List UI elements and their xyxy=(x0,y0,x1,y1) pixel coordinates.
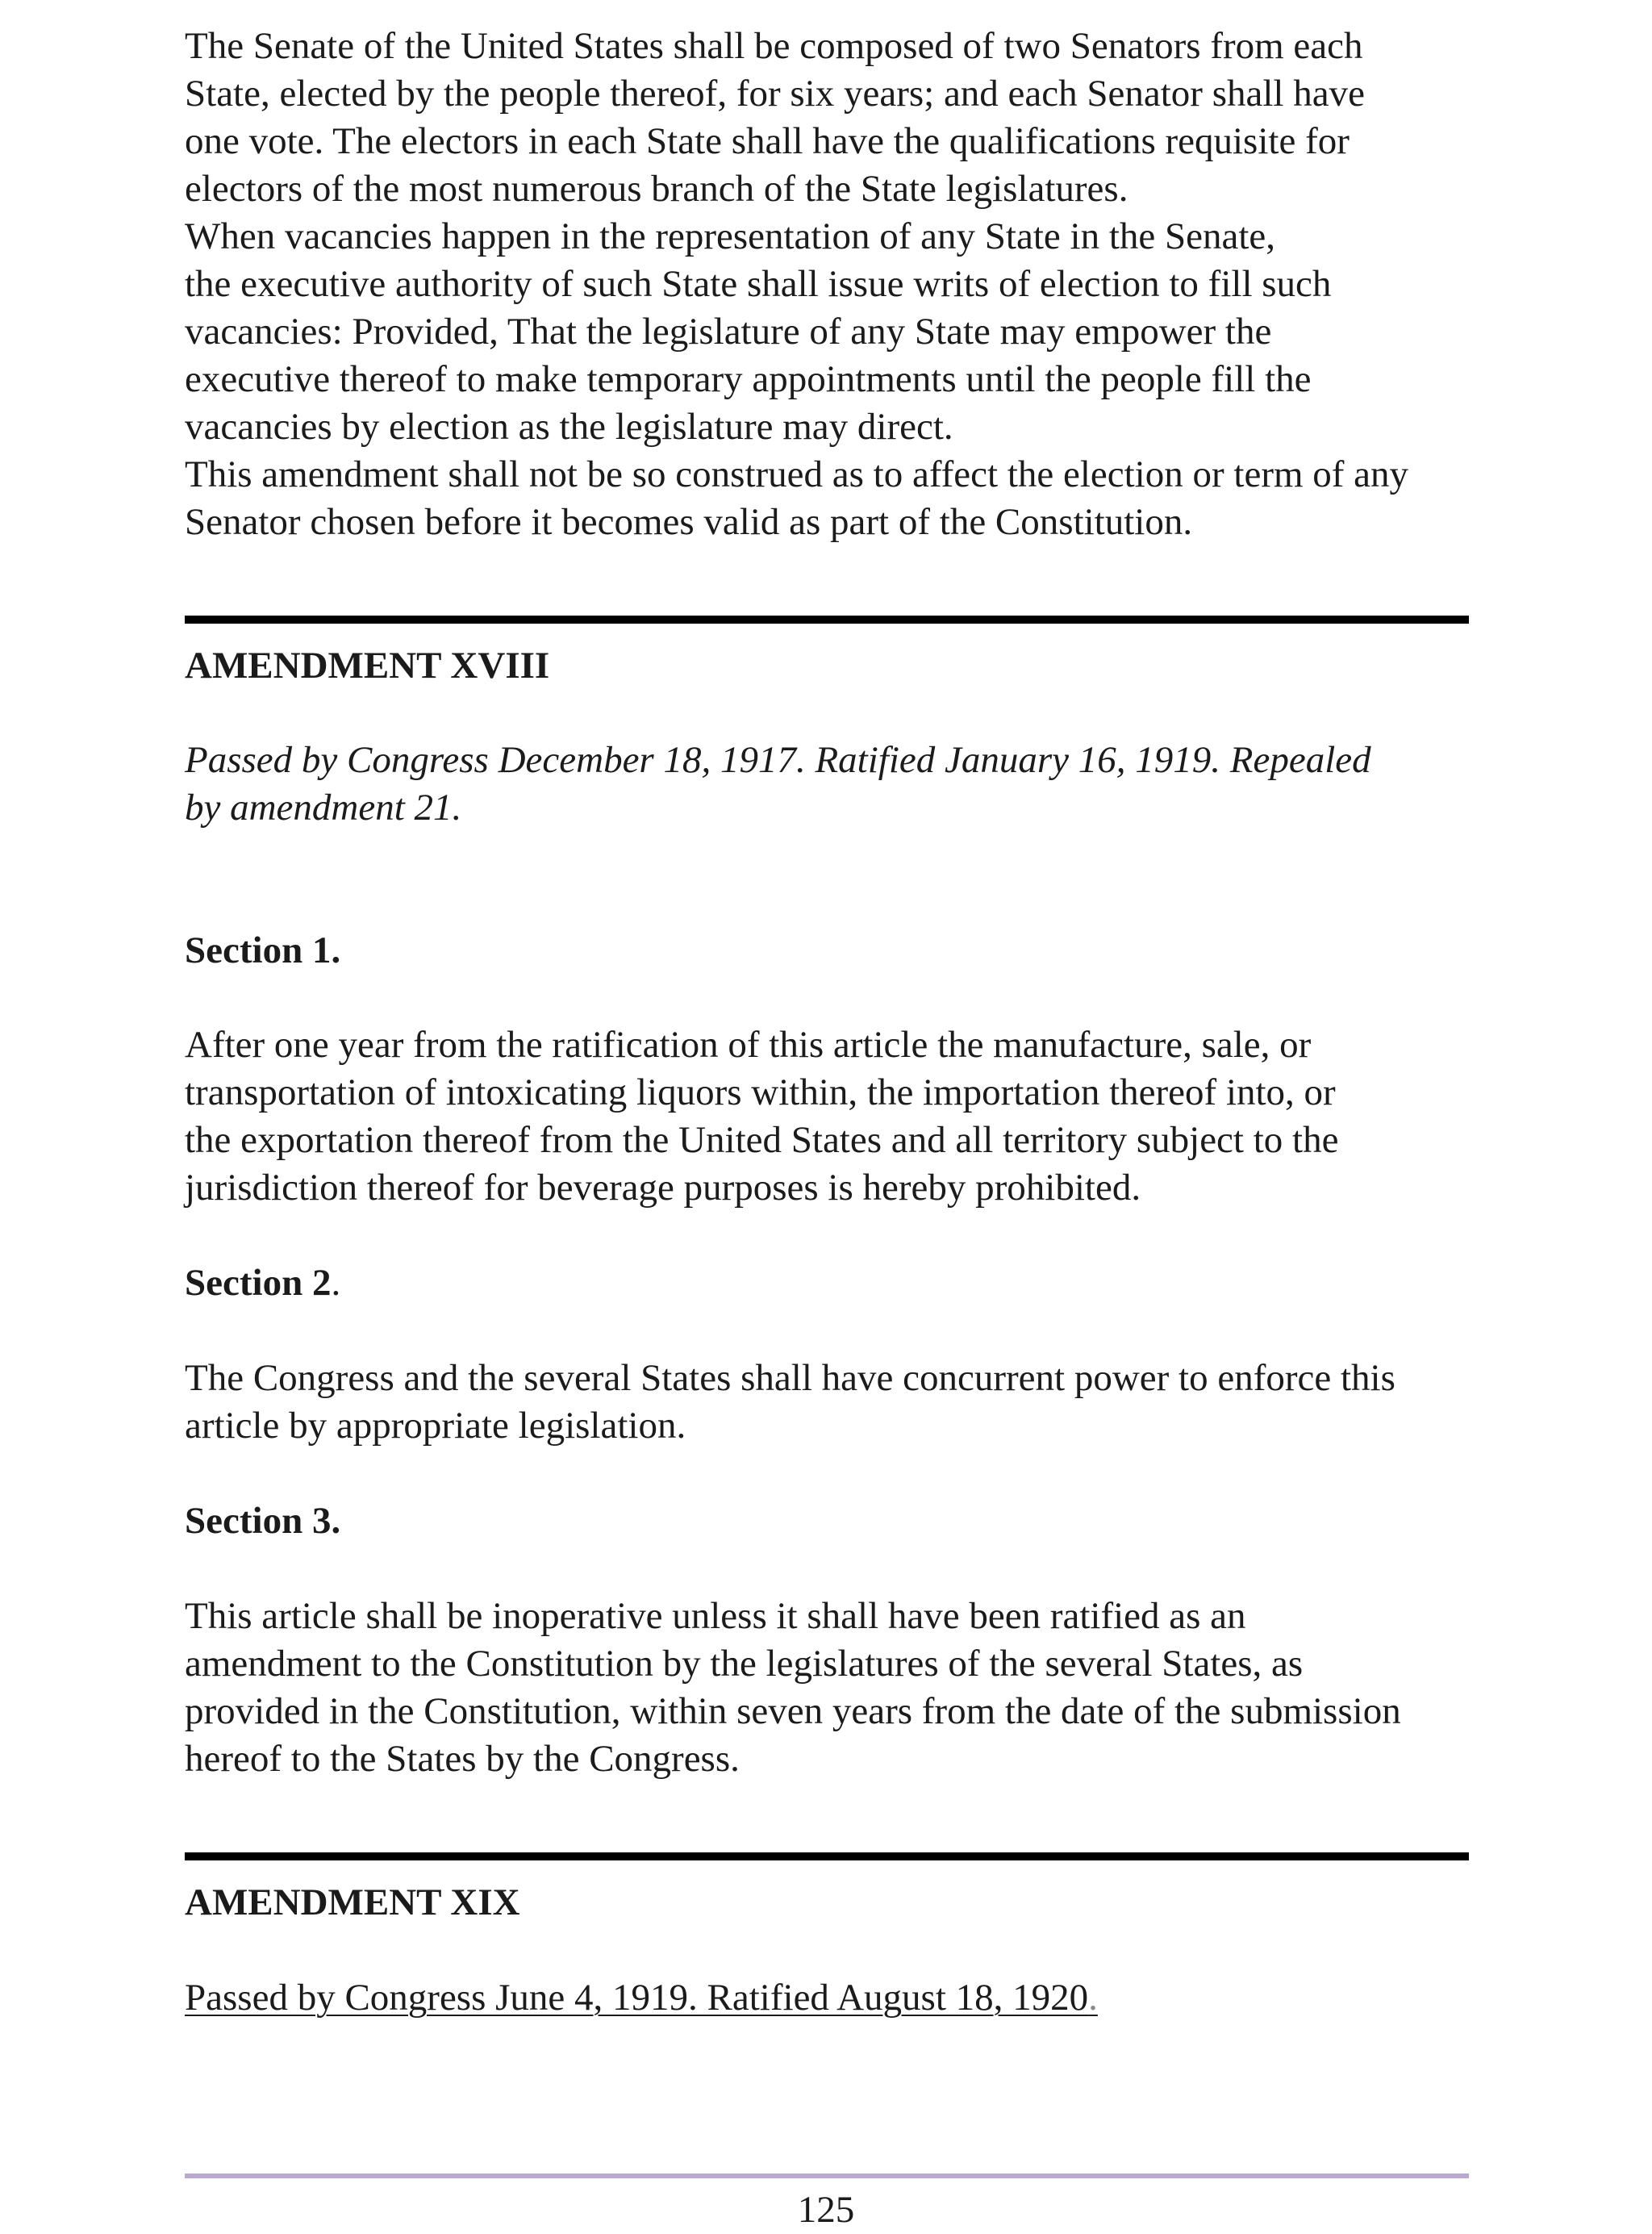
intro-line: When vacancies happen in the representation of any State in the Senate, xyxy=(185,215,1276,257)
section-3-line: This article shall be inoperative unless it shall have been ratified as an xyxy=(185,1595,1246,1637)
amendment-18-title: AMENDMENT XVIII xyxy=(185,645,550,687)
amendment-19-title: AMENDMENT XIX xyxy=(185,1881,520,1923)
section-divider xyxy=(185,616,1469,624)
section-3-text xyxy=(185,1593,1401,1783)
section-2-heading xyxy=(185,1259,340,1307)
intro-line: one vote. The electors in each State shall have the qualifications requisite for xyxy=(185,120,1350,162)
section-2-text xyxy=(185,1355,1395,1450)
page-number: 125 xyxy=(797,2189,855,2231)
intro-line: Senator chosen before it becomes valid as part of the Constitution. xyxy=(185,501,1193,543)
intro-line: State, elected by the people thereof, for six years; and each Senator shall have xyxy=(185,73,1365,115)
intro-line: The Senate of the United States shall be composed of two Senators from each xyxy=(185,25,1363,67)
section-1-text xyxy=(185,1021,1338,1212)
passed-line: Passed by Congress December 18, 1917. Ratified January 16, 1919. Repealed xyxy=(185,739,1371,781)
section-2-heading-text: Section 2 xyxy=(185,1262,332,1304)
section-2-line: The Congress and the several States shall have concurrent power to enforce this xyxy=(185,1357,1395,1399)
section-2-line: article by appropriate legislation. xyxy=(185,1405,686,1447)
intro-line: electors of the most numerous branch of the State legislatures. xyxy=(185,168,1128,210)
intro-paragraph xyxy=(185,23,1469,546)
section-3-line: hereof to the States by the Congress. xyxy=(185,1738,740,1780)
section-1-line: transportation of intoxicating liquors within, the importation thereof into, or xyxy=(185,1071,1336,1113)
section-3-line: provided in the Constitution, within seven years from the date of the submission xyxy=(185,1690,1401,1732)
section-1-line: jurisdiction thereof for beverage purposes is hereby prohibited. xyxy=(185,1167,1141,1209)
intro-line: vacancies by election as the legislature may direct. xyxy=(185,406,953,448)
section-3-line: amendment to the Constitution by the legislatures of the several States, as xyxy=(185,1643,1304,1685)
section-1-line: After one year from the ratification of this article the manufacture, sale, or xyxy=(185,1024,1312,1066)
intro-text xyxy=(185,23,1469,546)
section-2-heading-suffix: . xyxy=(331,1262,341,1304)
intro-line: the executive authority of such State shall issue writs of election to fill such xyxy=(185,263,1332,305)
section-divider xyxy=(185,1852,1469,1860)
section-1-line: the exportation thereof from the United States and all territory subject to the xyxy=(185,1119,1339,1161)
intro-line: executive thereof to make temporary appointments until the people fill the xyxy=(185,358,1312,400)
passed-line: by amendment 21. xyxy=(185,787,462,829)
section-3-heading: Section 3. xyxy=(185,1500,341,1542)
amendment-19-passed-text[interactable]: Passed by Congress June 4, 1919. Ratified August 18, 1920 xyxy=(185,1977,1089,2019)
intro-line: This amendment shall not be so construed as to affect the election or term of any xyxy=(185,453,1409,495)
amendment-19-passed-suffix: . xyxy=(1088,1977,1098,2019)
section-1-heading: Section 1. xyxy=(185,929,341,971)
amendment-19-passed-link[interactable] xyxy=(185,1974,1098,2022)
footer-divider xyxy=(185,2173,1469,2178)
intro-line: vacancies: Provided, That the legislature of any State may empower the xyxy=(185,311,1272,353)
amendment-18-passed xyxy=(185,737,1371,832)
